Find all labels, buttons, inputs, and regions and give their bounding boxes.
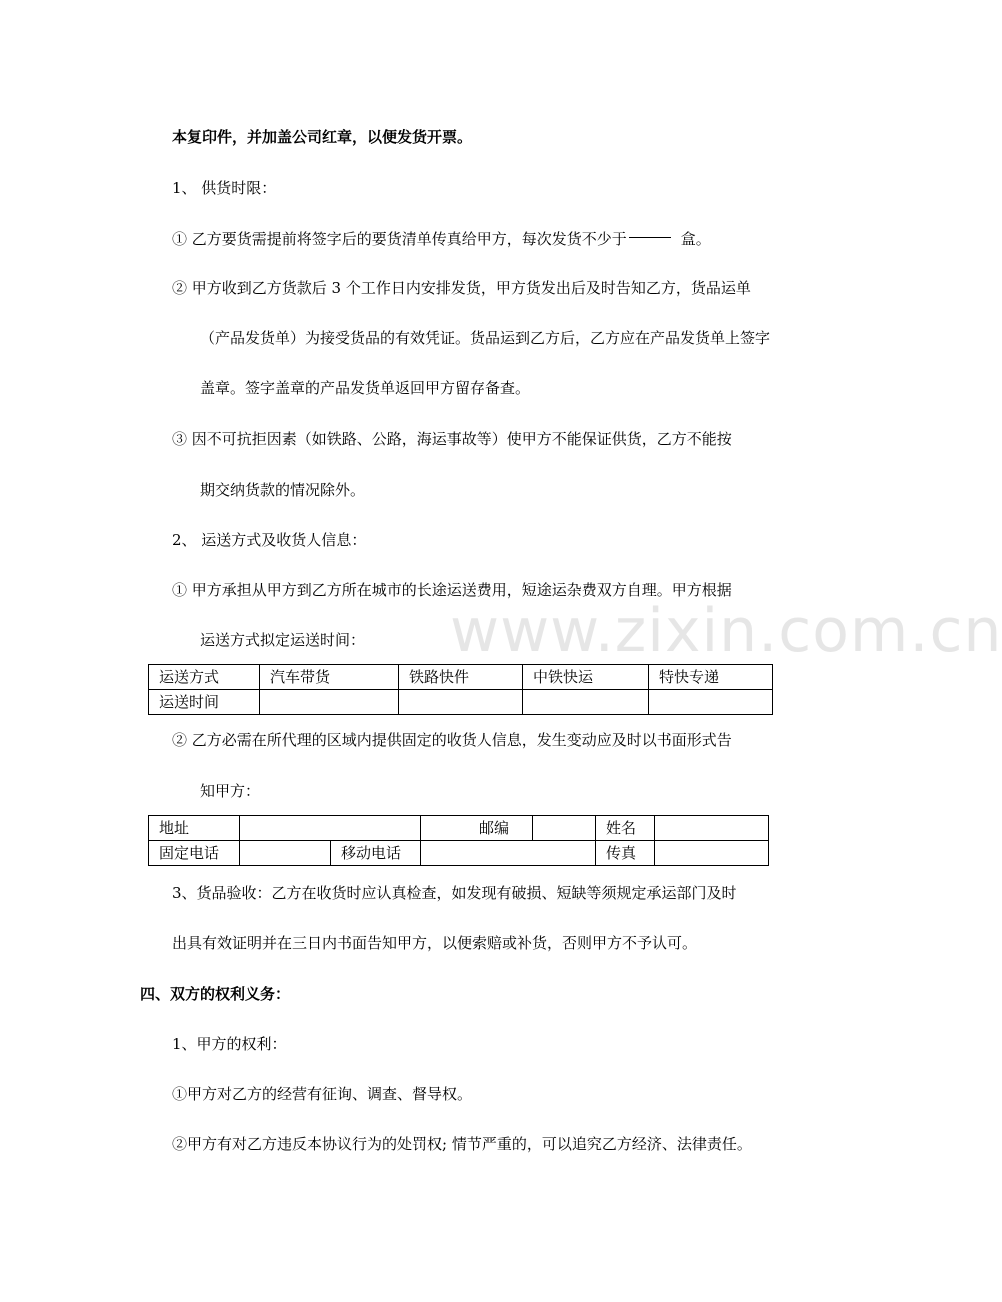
consignee-info-table [148, 815, 769, 866]
clause-consignee: ② 乙方必需在所代理的区域内提供固定的收货人信息，发生变动应及时以书面形式告 [172, 731, 732, 749]
postcode-value-cell [533, 816, 596, 841]
name-label: 姓名 [596, 816, 655, 841]
clause-delivery: ② 甲方收到乙方货款后 3 个工作日内安排发货，甲方货发出后及时告知乙方，货品运单 [172, 279, 751, 297]
fax-value-cell [655, 841, 769, 866]
shipping-time-cell [649, 690, 773, 715]
shipping-time-cell [399, 690, 523, 715]
shipping-time-cell [260, 690, 399, 715]
shipping-header-cell: 运送方式 [149, 665, 260, 690]
clause-delivery-cont-2: 盖章。签字盖章的产品发货单返回甲方留存备查。 [200, 379, 531, 397]
section-inspection-cont: 出具有效证明并在三日内书面告知甲方，以便索赔或补货，否则甲方不予认可。 [172, 934, 698, 952]
blank-quantity-field [629, 237, 671, 238]
clause-delivery-cont-1: （产品发货单）为接受货品的有效凭证。货品运到乙方后，乙方应在产品发货单上签字 [200, 329, 771, 347]
shipping-method-cell: 汽车带货 [260, 665, 399, 690]
clause-rights-1: ①甲方对乙方的经营有征询、调查、督导权。 [172, 1085, 473, 1103]
section-shipping: 2、 运送方式及收货人信息： [172, 531, 367, 549]
clause-rights-2: ②甲方有对乙方违反本协议行为的处罚权; 情节严重的，可以追究乙方经济、法律责任。 [172, 1135, 752, 1153]
section-party-a-rights: 1、甲方的权利： [172, 1035, 287, 1053]
shipping-method-cell: 中铁快运 [523, 665, 649, 690]
postcode-label: 邮编 [421, 816, 533, 841]
clause-consignee-cont: 知甲方： [200, 782, 261, 800]
table-row [149, 841, 769, 866]
watermark: www.zixin.com.cn [450, 596, 1002, 666]
clause-force-majeure-cont: 期交纳货款的情况除外。 [200, 481, 366, 499]
clause-force-majeure: ③ 因不可抗拒因素（如铁路、公路，海运事故等）使甲方不能保证供货，乙方不能按 [172, 430, 732, 448]
name-value-cell [655, 816, 769, 841]
mobile-value-cell [421, 841, 596, 866]
phone-label: 固定电话 [149, 841, 240, 866]
shipping-method-table [148, 664, 773, 715]
section-inspection: 3、货品验收：乙方在收货时应认真检查，如发现有破损、短缺等须规定承运部门及时 [172, 884, 737, 902]
fax-label: 传真 [596, 841, 655, 866]
shipping-header-cell: 运送时间 [149, 690, 260, 715]
mobile-label: 移动电话 [331, 841, 421, 866]
address-value-cell [240, 816, 421, 841]
clause-shipping-cost: ① 甲方承担从甲方到乙方所在城市的长途运送费用，短途运杂费双方自理。甲方根据 [172, 581, 732, 599]
table-row [149, 816, 769, 841]
clause-shipping-cost-cont: 运送方式拟定运送时间： [200, 631, 366, 649]
shipping-method-cell: 特快专递 [649, 665, 773, 690]
section-supply-time: 1、 供货时限： [172, 179, 277, 197]
shipping-method-cell: 铁路快件 [399, 665, 523, 690]
shipping-time-cell [523, 690, 649, 715]
address-label: 地址 [149, 816, 240, 841]
phone-value-cell [240, 841, 331, 866]
heading-rights-obligations: 四、双方的权利义务： [140, 985, 291, 1003]
table-row [149, 665, 773, 690]
text-line-1: 本复印件，并加盖公司红章，以便发货开票。 [172, 128, 473, 146]
table-row [149, 690, 773, 715]
clause-order-quantity: ① 乙方要货需提前将签字后的要货清单传真给甲方，每次发货不少于 盒。 [172, 230, 711, 248]
